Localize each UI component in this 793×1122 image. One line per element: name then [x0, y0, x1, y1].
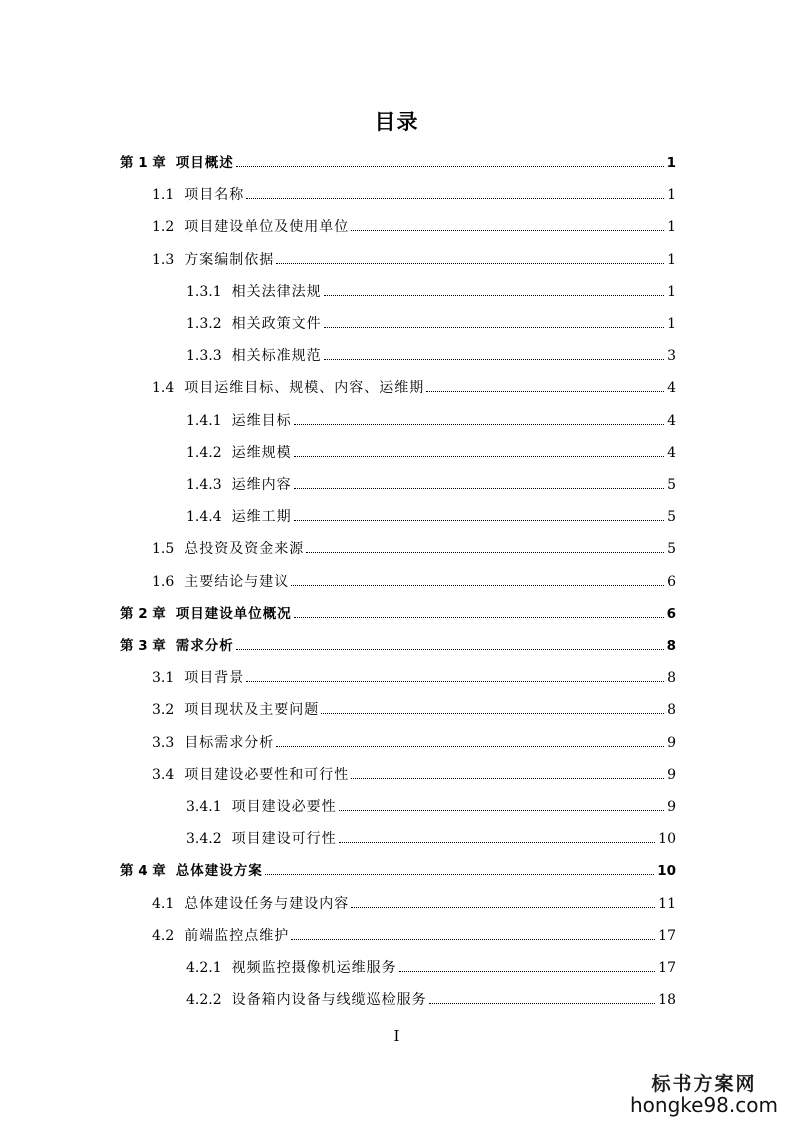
toc-entry-title: 需求分析 — [175, 638, 234, 654]
toc-entry-title: 运维目标 — [231, 413, 292, 429]
toc-dot-leader — [236, 649, 664, 650]
toc-entry-number: 3.4 — [152, 767, 175, 783]
toc-entry-number: 3.1 — [152, 670, 175, 686]
toc-entry[interactable] — [186, 273, 676, 301]
toc-dot-leader — [324, 359, 664, 360]
toc-entry-page: 10 — [658, 831, 676, 847]
toc-entry-page: 5 — [667, 541, 676, 557]
toc-entry-title: 相关政策文件 — [231, 316, 322, 332]
toc-entry-number: 第 4 章 — [120, 863, 166, 879]
toc-entry[interactable] — [186, 434, 676, 462]
toc-entry-number: 1.3.2 — [186, 316, 222, 332]
toc-dot-leader — [324, 295, 664, 296]
toc-entry-title: 项目建设单位概况 — [175, 606, 292, 622]
toc-entry-title: 设备箱内设备与线缆巡检服务 — [231, 992, 427, 1008]
toc-entry-page: 10 — [657, 863, 676, 879]
toc-dot-leader — [246, 681, 664, 682]
toc-entry[interactable] — [186, 402, 676, 430]
toc-dot-leader — [291, 939, 655, 940]
toc-entry[interactable] — [186, 337, 676, 365]
toc-entry-number: 1.3.3 — [186, 348, 222, 364]
toc-dot-leader — [339, 810, 664, 811]
toc-entry[interactable] — [152, 563, 676, 591]
toc-entry-number: 4.2.2 — [186, 992, 222, 1008]
toc-dot-leader — [294, 424, 664, 425]
toc-entry-title: 项目概述 — [175, 155, 234, 171]
toc-entry-title: 总体建设方案 — [175, 863, 263, 879]
toc-entry-title: 项目建设可行性 — [231, 831, 337, 847]
toc-dot-leader — [306, 552, 664, 553]
toc-entry-number: 3.2 — [152, 702, 175, 718]
toc-entry-page: 9 — [667, 735, 676, 751]
toc-entry-page: 1 — [667, 187, 676, 203]
toc-entry-title: 项目建设必要性 — [231, 799, 337, 815]
toc-entry-number: 3.4.1 — [186, 799, 222, 815]
toc-entry[interactable] — [152, 724, 676, 752]
toc-entry-title: 主要结论与建议 — [184, 574, 290, 590]
toc-dot-leader — [246, 198, 664, 199]
toc-entry-number: 4.1 — [152, 896, 175, 912]
toc-dot-leader — [351, 907, 655, 908]
toc-dot-leader — [294, 488, 664, 489]
toc-entry[interactable] — [186, 820, 676, 848]
toc-dot-leader — [399, 971, 656, 972]
toc-entry[interactable] — [152, 530, 676, 558]
toc-entry-number: 1.2 — [152, 219, 175, 235]
toc-entry-title: 相关标准规范 — [231, 348, 322, 364]
toc-dot-leader — [291, 585, 664, 586]
toc-entry[interactable] — [152, 208, 676, 236]
toc-entry-title: 项目建设必要性和可行性 — [184, 767, 350, 783]
toc-entry-page: 4 — [667, 413, 676, 429]
toc-entry-number: 1.3 — [152, 252, 175, 268]
toc-entry-page: 1 — [667, 252, 676, 268]
toc-entry[interactable] — [152, 176, 676, 204]
toc-dot-leader — [321, 713, 664, 714]
toc-dot-leader — [351, 778, 664, 779]
toc-entry-number: 1.4.2 — [186, 445, 222, 461]
toc-entry-title: 运维工期 — [231, 509, 292, 525]
toc-entry-number: 4.2 — [152, 928, 175, 944]
toc-entry-title: 项目运维目标、规模、内容、运维期 — [184, 380, 425, 396]
toc-entry-title: 项目建设单位及使用单位 — [184, 219, 350, 235]
toc-entry-title: 运维规模 — [231, 445, 292, 461]
toc-entry-page: 3 — [667, 348, 676, 364]
toc-dot-leader — [294, 617, 664, 618]
toc-entry-number: 第 3 章 — [120, 638, 166, 654]
toc-entry-page: 17 — [658, 928, 676, 944]
toc-entry-title: 项目背景 — [184, 670, 245, 686]
toc-entry-title: 总体建设任务与建设内容 — [184, 896, 350, 912]
toc-entry-page: 4 — [667, 380, 676, 396]
toc-chapter-entry[interactable] — [120, 852, 676, 880]
toc-entry-page: 1 — [667, 219, 676, 235]
toc-entry-number: 第 1 章 — [120, 155, 166, 171]
toc-dot-leader — [426, 391, 664, 392]
toc-entry-page: 5 — [667, 477, 676, 493]
toc-entry-page: 9 — [667, 799, 676, 815]
toc-entry-page: 8 — [667, 702, 676, 718]
toc-entry[interactable] — [186, 498, 676, 526]
toc-entry[interactable] — [152, 369, 676, 397]
toc-entry-number: 1.4.4 — [186, 509, 222, 525]
watermark-url: hongke98.com — [630, 1093, 778, 1117]
toc-entry-page: 1 — [666, 155, 676, 171]
toc-entry-page: 18 — [658, 992, 676, 1008]
toc-chapter-entry[interactable] — [120, 144, 676, 172]
watermark-chinese-text: 标书方案网 — [651, 1073, 757, 1096]
toc-dot-leader — [236, 166, 664, 167]
toc-entry-title: 项目现状及主要问题 — [184, 702, 320, 718]
toc-entry[interactable] — [186, 466, 676, 494]
toc-entry-number: 1.3.1 — [186, 284, 222, 300]
toc-dot-leader — [324, 327, 664, 328]
toc-entry-title: 项目名称 — [184, 187, 245, 203]
toc-entry[interactable] — [186, 949, 676, 977]
toc-entry-number: 1.1 — [152, 187, 175, 203]
toc-entry[interactable] — [152, 917, 676, 945]
page-title: 目录 — [374, 110, 419, 134]
toc-dot-leader — [294, 456, 664, 457]
toc-entry-page: 6 — [667, 574, 676, 590]
toc-entry-number: 1.6 — [152, 574, 175, 590]
toc-entry-page: 1 — [667, 284, 676, 300]
toc-entry-number: 4.2.1 — [186, 960, 222, 976]
toc-entry[interactable] — [186, 305, 676, 333]
toc-entry[interactable] — [152, 241, 676, 269]
toc-entry-number: 1.4.3 — [186, 477, 222, 493]
toc-entry-title: 目标需求分析 — [184, 735, 275, 751]
toc-entry[interactable] — [186, 788, 676, 816]
toc-entry[interactable] — [152, 659, 676, 687]
toc-chapter-entry[interactable] — [120, 627, 676, 655]
page-number: I — [393, 1027, 400, 1045]
toc-entry-number: 3.3 — [152, 735, 175, 751]
toc-entry-page: 4 — [667, 445, 676, 461]
toc-entry-title: 运维内容 — [231, 477, 292, 493]
toc-entry-page: 5 — [667, 509, 676, 525]
toc-entry-page: 8 — [667, 670, 676, 686]
toc-entry-page: 1 — [667, 316, 676, 332]
toc-entry-number: 1.5 — [152, 541, 175, 557]
toc-entry[interactable] — [152, 756, 676, 784]
toc-entry-title: 总投资及资金来源 — [184, 541, 305, 557]
toc-entry-title: 相关法律法规 — [231, 284, 322, 300]
toc-dot-leader — [265, 874, 654, 875]
toc-entry-number: 1.4.1 — [186, 413, 222, 429]
toc-dot-leader — [339, 842, 656, 843]
toc-entry-number: 第 2 章 — [120, 606, 166, 622]
toc-entry-number: 1.4 — [152, 380, 175, 396]
toc-entry-page: 11 — [658, 896, 676, 912]
toc-entry-page: 17 — [658, 960, 676, 976]
toc-entry[interactable] — [152, 691, 676, 719]
toc-entry-page: 6 — [666, 606, 676, 622]
toc-entry[interactable] — [152, 885, 676, 913]
toc-entry-title: 前端监控点维护 — [184, 928, 290, 944]
toc-entry[interactable] — [186, 981, 676, 1009]
toc-entry-page: 8 — [666, 638, 676, 654]
toc-entry-title: 方案编制依据 — [184, 252, 275, 268]
toc-dot-leader — [429, 1003, 656, 1004]
toc-entry-number: 3.4.2 — [186, 831, 222, 847]
site-watermark — [629, 1075, 779, 1116]
toc-chapter-entry[interactable] — [120, 595, 676, 623]
toc-dot-leader — [294, 520, 664, 521]
toc-dot-leader — [276, 263, 664, 264]
toc-entry-page: 9 — [667, 767, 676, 783]
toc-entry-title: 视频监控摄像机运维服务 — [231, 960, 397, 976]
toc-dot-leader — [351, 230, 664, 231]
toc-dot-leader — [276, 746, 664, 747]
